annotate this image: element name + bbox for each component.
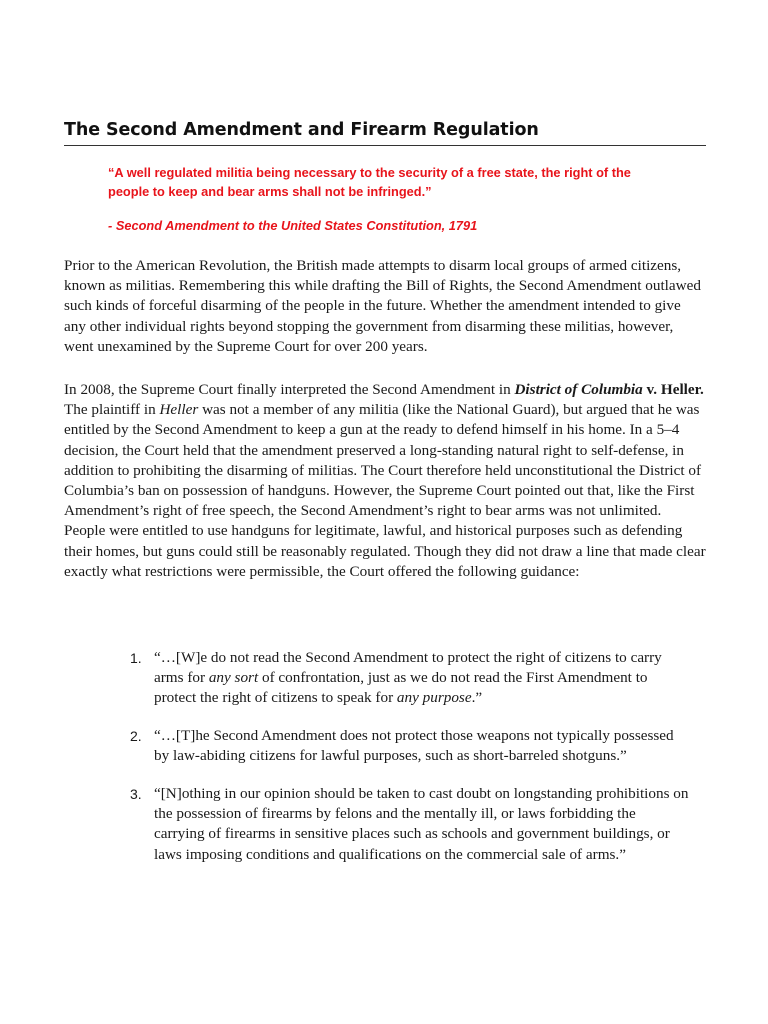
list-item-text: .” [471,689,483,707]
list-item [130,726,690,766]
case-name-versus: v. [642,381,661,398]
paragraph-history: Prior to the American Revolution, the British made attempts to disarm local groups of armed citizens, known as militias. Remembering this while drafting the Bill of Rights, the Second Amendment outlawed such kinds of forceful disarming of the people in the future. Whether the amendment intended to give any other individual rights beyond stopping the government from disarming these militias, however, went unexamined by the Supreme Court for over 200 years. [64,257,701,355]
guidance-list [130,648,690,865]
list-item-italic: any sort [208,669,259,687]
list-item-text: “[N]othing in our opinion should be taken to cast doubt on longstanding prohibitions on the possession of firearms by felons and the mentally ill, or laws forbidding the carrying of firearms in sensitive places such as schools and government buildings, or laws imposing conditions and qualifications on the commercial sale of arms.” [154,785,689,863]
list-item [130,784,690,865]
list-item-text: “…[T]he Second Amendment does not protect those weapons not typically possessed by law-abiding citizens for lawful purposes, such as short-barreled shotguns.” [154,726,674,764]
list-number: 2. [130,727,142,744]
quote-attribution: - Second Amendment to the United States Constitution, 1791 [108,218,478,233]
list-item-italic: any purpose [396,689,472,707]
case-name-district: District of Columbia [514,381,643,398]
paragraph-heller-mid: The plaintiff in [64,401,160,419]
amendment-quote: “A well regulated militia being necessary to the security of a free state, the right of the people to keep and bear arms shall not be infringed.” [108,165,631,199]
page-title: The Second Amendment and Firearm Regulation [64,120,706,146]
heller-italic: Heller [159,401,199,419]
paragraph-heller-rest: was not a member of any militia (like the National Guard), but argued that he was entitled by the Second Amendment to keep a gun at the ready to defend himself in his home. In a 5–4 decision, the Court held that the amendment preserved a long-standing natural right to self-defense, in addition to prohibiting the disarming of militias. The Court therefore held unconstitutional the District of Columbia’s ban on possession of handguns. However, the Supreme Court pointed out that, like the First Amendment’s right of free speech, the Second Amendment’s right to bear arms was not unlimited. People were entitled to use handguns for legitimate, lawful, and historical purposes such as defending their homes, but guns could still be reasonably regulated. Though they did not draw a line that made clear exactly what restrictions were permissible, the Court offered the following guidance: [64,401,706,580]
list-item [130,648,690,709]
list-number: 3. [130,786,142,803]
list-item-text: “…[W]e do not read the Second Amendment to protect the right of citizens to carry arms for [154,649,662,687]
list-item-text: of confrontation, just as we do not read the First Amendment to protect the right of citizens to speak for [154,669,648,707]
paragraph-heller [64,380,706,582]
paragraph-heller-intro: In 2008, the Supreme Court finally interpreted the Second Amendment in [64,381,515,398]
case-name-heller: Heller. [660,381,704,398]
list-number: 1. [130,650,142,666]
